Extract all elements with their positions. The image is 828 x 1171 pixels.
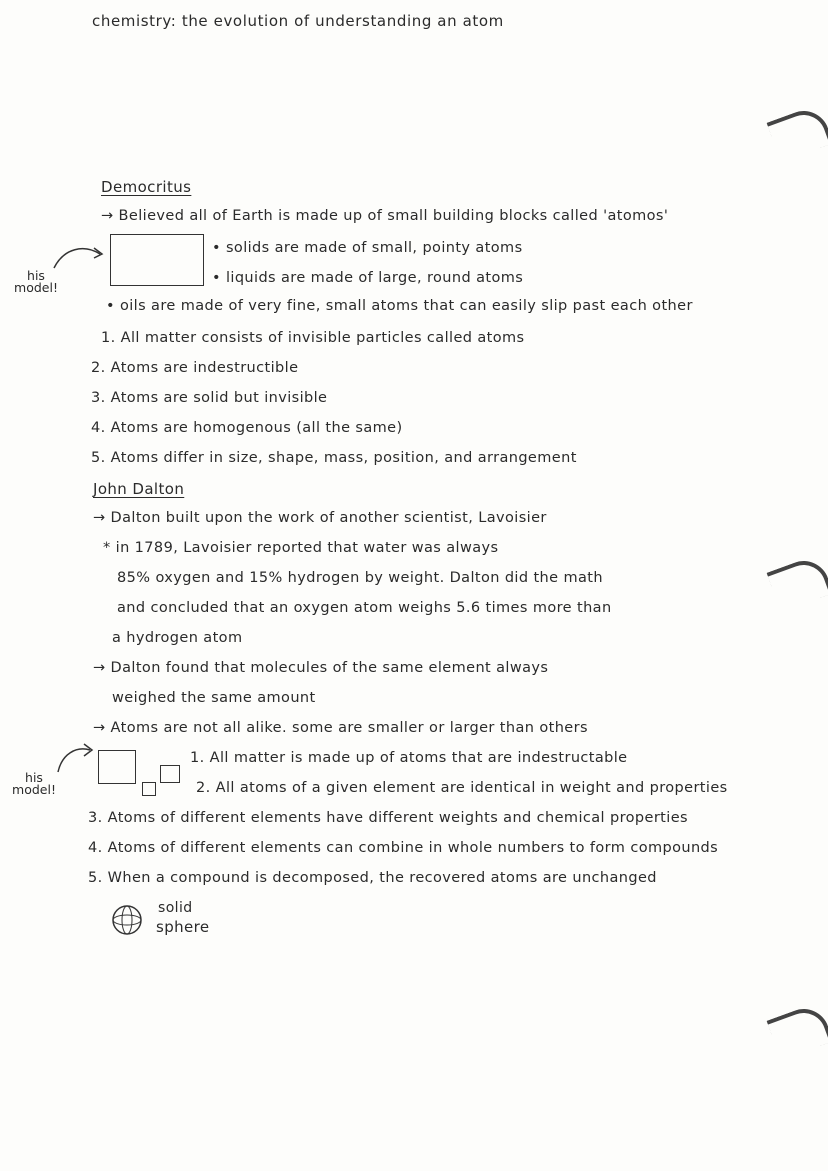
dalton-note: 85% oxygen and 15% hydrogen by weight. Dalton did the math [117, 570, 603, 586]
binder-ring-middle [767, 554, 828, 613]
dalton-model-box-small [142, 782, 156, 796]
democritus-bullet: • solids are made of small, pointy atoms [212, 240, 523, 256]
democritus-bullet: • liquids are made of large, round atoms [212, 270, 524, 286]
democritus-heading: Democritus [101, 178, 192, 196]
democritus-bullet: • oils are made of very fine, small atoms that can easily slip past each other [106, 298, 693, 314]
democritus-point: 1. All matter consists of invisible particles called atoms [101, 330, 525, 346]
sphere-label-solid: solid [158, 900, 193, 916]
dalton-point: 4. Atoms of different elements can combine in whole numbers to form compounds [88, 840, 719, 856]
democritus-point: 3. Atoms are solid but invisible [91, 390, 328, 406]
dalton-model-box-medium [160, 765, 180, 783]
democritus-point: 5. Atoms differ in size, shape, mass, position, and arrangement [91, 450, 577, 466]
dalton-model-label: his model! [12, 770, 56, 797]
binder-ring-top [767, 104, 828, 163]
dalton-note: → Dalton built upon the work of another scientist, Lavoisier [93, 510, 547, 526]
dalton-note: and concluded that an oxygen atom weighs 5.6 times more than [117, 600, 612, 616]
democritus-belief: → Believed all of Earth is made up of small building blocks called 'atomos' [101, 208, 669, 224]
dalton-note: → Dalton found that molecules of the same element always [93, 660, 549, 676]
democritus-point: 2. Atoms are indestructible [91, 360, 299, 376]
binder-ring-bottom [767, 1002, 828, 1061]
sphere-label-sphere: sphere [156, 918, 210, 936]
democritus-model-box [110, 234, 204, 286]
dalton-point: 1. All matter is made up of atoms that are indestructable [190, 750, 628, 766]
dalton-note: * in 1789, Lavoisier reported that water was always [103, 540, 499, 556]
democritus-point: 4. Atoms are homogenous (all the same) [91, 420, 403, 436]
dalton-point: 2. All atoms of a given element are identical in weight and properties [196, 780, 728, 796]
page-title: chemistry: the evolution of understanding an atom [92, 12, 504, 30]
dalton-point: 3. Atoms of different elements have different weights and chemical properties [88, 810, 688, 826]
dalton-point: 5. When a compound is decomposed, the recovered atoms are unchanged [88, 870, 657, 886]
dalton-note: weighed the same amount [112, 690, 316, 706]
democritus-model-label: his model! [14, 268, 58, 295]
dalton-note: → Atoms are not all alike. some are smaller or larger than others [93, 720, 588, 736]
dalton-heading: John Dalton [93, 480, 185, 498]
dalton-model-arrow-icon [54, 744, 104, 774]
solid-sphere-icon [110, 903, 144, 937]
democritus-model-arrow-icon [50, 240, 110, 270]
dalton-note: a hydrogen atom [112, 630, 243, 646]
dalton-model-box-large [98, 750, 136, 784]
